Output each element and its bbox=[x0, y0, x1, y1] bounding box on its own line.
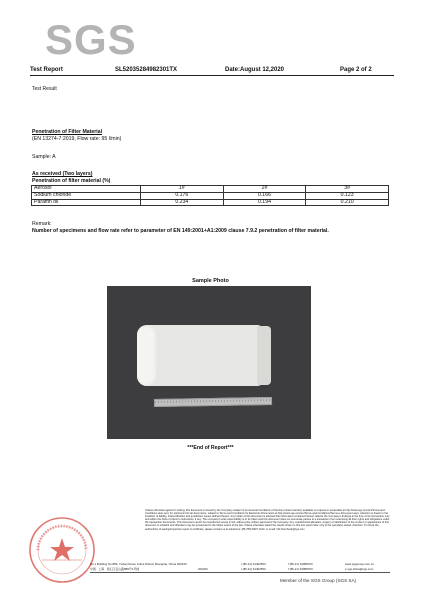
sgs-logo bbox=[45, 16, 137, 63]
table-header-row bbox=[32, 186, 389, 193]
address-row-chinese bbox=[90, 567, 390, 572]
address-chinese: 中国 · 上海 · 徐汇区宜山路889号1号楼 bbox=[90, 566, 140, 571]
end-of-report: ***End of Report*** bbox=[187, 445, 234, 451]
results-table bbox=[31, 185, 389, 206]
table-cell: Paraffin oil bbox=[32, 199, 141, 206]
section-standard: (EN 13274-7:2019, Flow rate: 95 l/min) bbox=[32, 136, 122, 142]
sample-photo-title: Sample Photo bbox=[192, 278, 229, 284]
remark-text: Number of specimens and flow rate refer to parameter of EN 149:2001+A1:2009 clause 7.9.2 penetration of filter material. bbox=[32, 228, 329, 234]
sgs-membership: Member of the SGS Group (SGS SA) bbox=[280, 578, 357, 583]
table-header-cell: 3# bbox=[306, 186, 389, 193]
table-header-cell: Aerosol bbox=[32, 186, 141, 193]
address-block bbox=[90, 562, 390, 571]
section-title: Penetration of Filter Material bbox=[32, 129, 103, 135]
telephone: t (86-21) 61402553 bbox=[241, 562, 266, 566]
table-cell: 0.176 bbox=[141, 192, 224, 199]
test-result-label: Test Result bbox=[32, 86, 57, 92]
email: e sgs.china@sgs.com bbox=[345, 566, 374, 571]
filter-material-curl bbox=[137, 325, 159, 386]
table-row bbox=[32, 192, 389, 199]
address-english: No.1 Building No.889, Yishan Road, Xuhui District Shanghai, China 200233 bbox=[90, 562, 187, 566]
table-cell: 0.123 bbox=[306, 192, 389, 199]
sample-label: Sample: A bbox=[32, 154, 56, 160]
table-row bbox=[32, 199, 389, 206]
table-cell: Sodium chloride bbox=[32, 192, 141, 199]
table-caption: Penetration of filter material (%) bbox=[32, 178, 111, 184]
telephone-cn: t (86-21) 61402553 bbox=[241, 566, 266, 571]
official-seal-stamp bbox=[28, 516, 96, 584]
legal-disclaimer: Unless otherwise agreed in writing, this document is issued by the Company subject to its General Conditions of Service printed overleaf, available on request or accessible at http://www.sgs.com/en/Terms-and-Conditions.aspx and, for electronic format documents, subject to Terms and Conditions for Electronic Documents at http://www.sgs.com/en/Terms-and-Conditions/Terms-e-Document.aspx. Attention is drawn to the limitation of liability, indemnification and jurisdiction issues defined therein. Any holder of this document is advised that information contained hereon reflects the Company's findings at the time of its intervention only and within the limits of Client's instructions, if any. The Company's sole responsibility is to its Client and this document does not exonerate parties to a transaction from exercising all their rights and obligations under the transaction documents. This document cannot be reproduced except in full, without prior written approval of the Company. Any unauthorized alteration, forgery or falsification of the content or appearance of this document is unlawful and offenders may be prosecuted to the fullest extent of the law. Unless otherwise stated the results shown in this test report refer only to the sample(s) tested. Attention: To check the authenticity of testing/inspection report & certificate, please contact us at telephone: (86-755) 8307 1443, or email: CN.Doccheck@sgs.com bbox=[145, 509, 390, 531]
website: www.sgsgroup.com.cn bbox=[345, 562, 374, 566]
fax: f (86-21) 64958763 bbox=[288, 562, 313, 566]
filter-material-edge bbox=[257, 326, 271, 385]
footer-divider bbox=[90, 572, 390, 573]
header-divider bbox=[30, 75, 394, 76]
sample-photo bbox=[107, 286, 311, 439]
header-page-number: Page 2 of 2 bbox=[340, 67, 372, 73]
table-cell: 0.210 bbox=[306, 199, 389, 206]
fax-cn: f (86-21) 64958763 bbox=[288, 566, 313, 571]
header-report-number: SL52035284982301TX bbox=[115, 67, 178, 73]
ruler bbox=[154, 397, 272, 407]
postcode: 200233 bbox=[198, 566, 208, 571]
header-test-report-label: Test Report bbox=[30, 67, 63, 73]
sgs-logo-text: SGS bbox=[45, 16, 137, 63]
table-header-cell: 2# bbox=[223, 186, 306, 193]
table-header-cell: 1# bbox=[141, 186, 224, 193]
remark-title: Remark: bbox=[32, 221, 52, 227]
table-cell: 0.194 bbox=[223, 199, 306, 206]
as-received-label: As received (Two layers) bbox=[32, 171, 93, 177]
table-cell: 0.166 bbox=[223, 192, 306, 199]
table-cell: 0.234 bbox=[141, 199, 224, 206]
header-date: Date:August 12,2020 bbox=[225, 67, 285, 73]
